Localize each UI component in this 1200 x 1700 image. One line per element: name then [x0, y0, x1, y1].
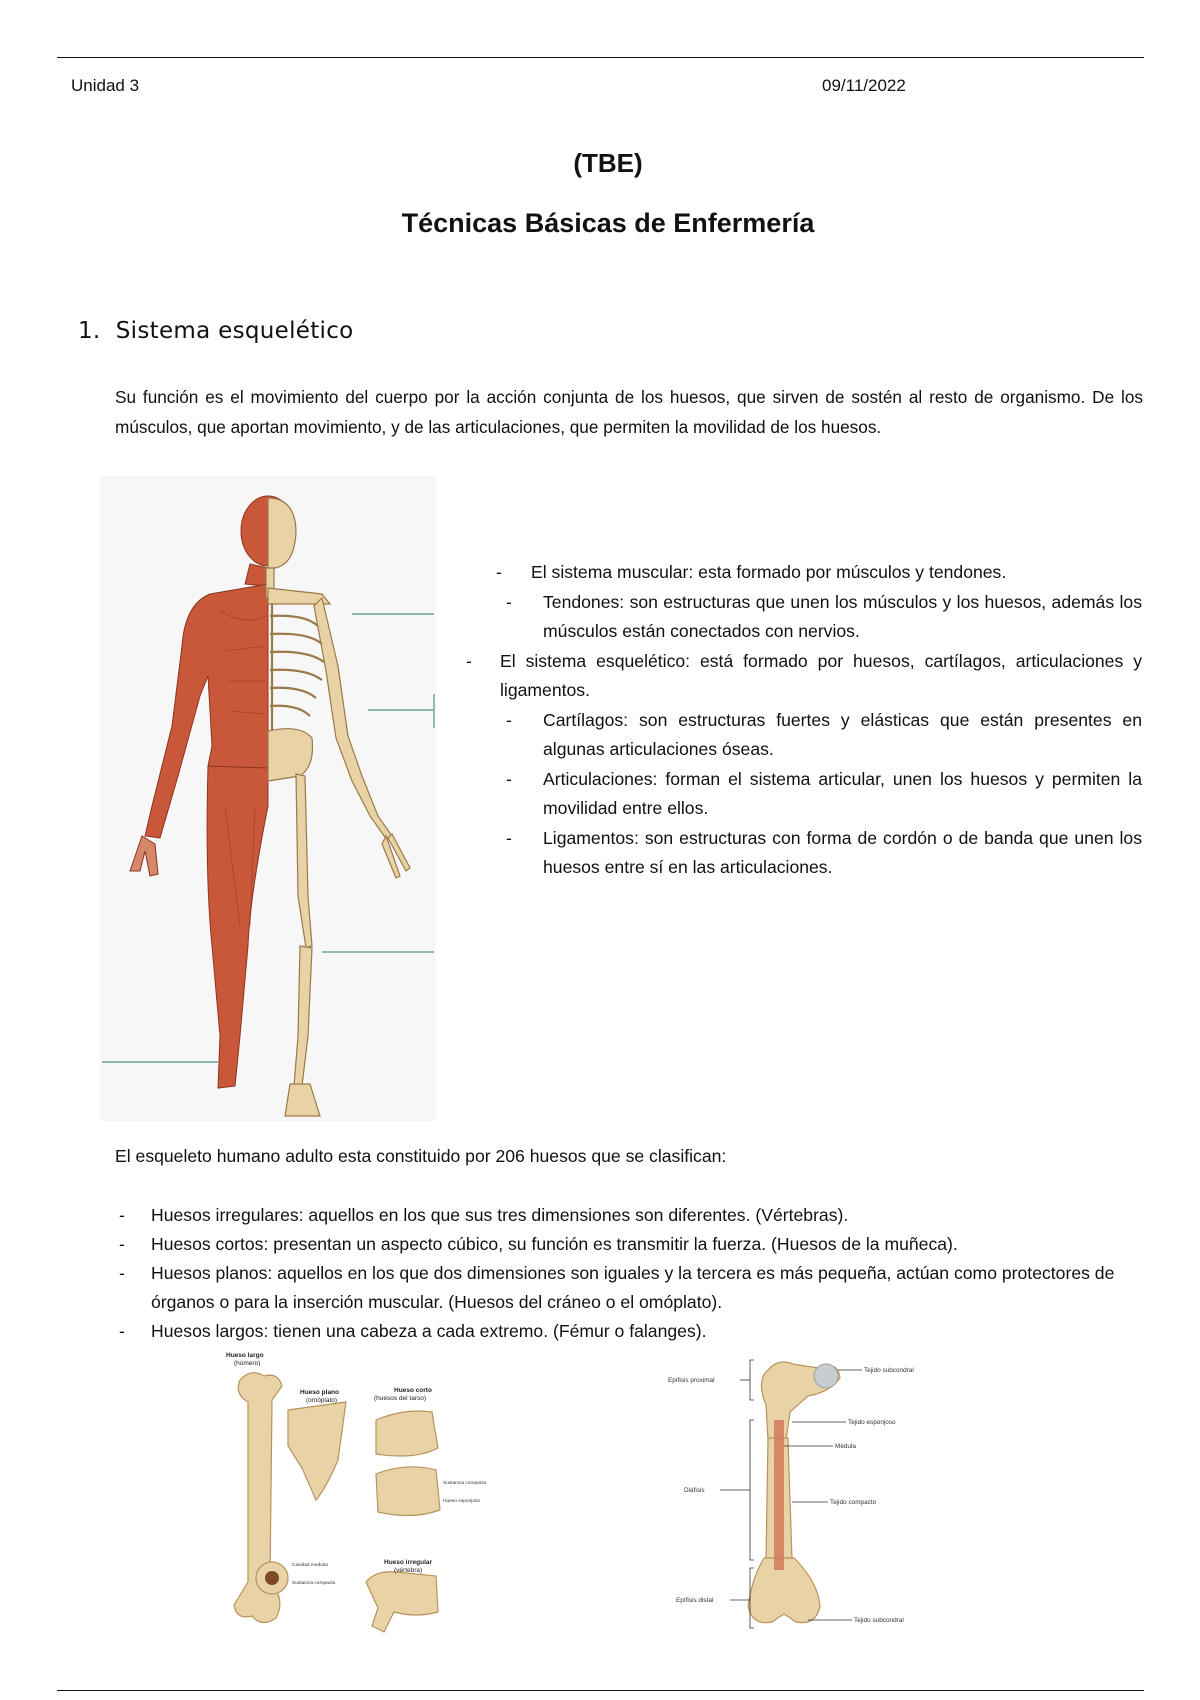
femur-figure: [668, 1350, 958, 1645]
skeleton-intro: El esqueleto humano adulto esta constituido por 206 huesos que se clasifican:: [115, 1146, 727, 1166]
list-item: - Huesos irregulares: aquellos en los que sus tres dimensiones son diferentes. (Vértebras).: [119, 1205, 849, 1225]
muscle-skeleton-figure: [100, 476, 436, 1121]
bullet-dash: -: [466, 651, 472, 671]
marrow: [774, 1420, 784, 1570]
label-diaphysis: Diáfisis: [684, 1487, 705, 1494]
label-cavity: Cavidad medular: [292, 1563, 329, 1568]
short-bone: [376, 1411, 438, 1456]
bullet-dash: -: [506, 710, 512, 730]
title-abbreviation: (TBE): [573, 148, 643, 178]
list-item-text: Huesos planos: aquellos en los que dos dimensiones son iguales y la tercera es más pequeña, actúan como protectores de órganos o para la inserción muscular. (Huesos del cráneo o el omóplato).: [151, 1263, 1115, 1312]
label-subchondral-top: Tejido subcondral: [864, 1367, 914, 1374]
list-item: Tendones: son estructuras que unen los músculos y los huesos, además los músculos están conectados con nervios.: [543, 592, 1142, 642]
list-item-text: Huesos irregulares: aquellos en los que sus tres dimensiones son diferentes. (Vértebras).: [151, 1205, 849, 1225]
list-item-text: Huesos largos: tienen una cabeza a cada extremo. (Fémur o falanges).: [151, 1321, 707, 1341]
bullet-dash: -: [496, 562, 502, 582]
label-spongy: Hueso esponjoso: [443, 1499, 481, 1504]
label-flat-bone-sub: (omóplato): [306, 1397, 338, 1404]
list-item: - Huesos cortos: presentan un aspecto cúbico, su función es transmitir la fuerza. (Huesos de la muñeca).: [119, 1234, 958, 1254]
intro-paragraph: Su función es el movimiento del cuerpo por la acción conjunta de los huesos, que sirven de sostén al resto de organismo. De los músculos, que aportan movimiento, y de las articulaciones, que permiten la movilidad de los huesos.: [115, 387, 1143, 437]
section-number: 1.: [78, 318, 101, 344]
label-distal-epiphysis: Epífisis distal: [676, 1597, 714, 1604]
section-heading: [78, 318, 354, 344]
label-irregular-bone-sub: (vértebra): [394, 1567, 423, 1574]
list-item-text: Huesos cortos: presentan un aspecto cúbico, su función es transmitir la fuerza. (Huesos de la muñeca).: [151, 1234, 958, 1254]
label-short-bone-sub: (huesos del tarso): [374, 1395, 427, 1402]
label-marrow: Médula: [835, 1443, 856, 1450]
irregular-bone: [366, 1572, 438, 1632]
bullet-dash: -: [506, 828, 512, 848]
label-irregular-bone: Hueso irregular: [384, 1559, 433, 1566]
header-unit: Unidad 3: [71, 76, 140, 95]
label-proximal-epiphysis: Epífisis proximal: [668, 1377, 715, 1384]
list-item: - Huesos planos: aquellos en los que dos dimensiones son iguales y la tercera es más pequeña, actúan como protectores de órganos o para la inserción muscular. (Huesos del cráneo o el omóplato).: [119, 1263, 1115, 1312]
list-item: - Huesos largos: tienen una cabeza a cada extremo. (Fémur o falanges).: [119, 1321, 707, 1341]
bone-types-list: [115, 1201, 1115, 1346]
top-rule: [57, 57, 1144, 58]
list-item: Ligamentos: son estructuras con forma de cordón o de banda que unen los huesos entre sí en las articulaciones.: [543, 828, 1142, 878]
label-subchondral-bottom: Tejido subcondral: [854, 1617, 904, 1624]
label-compact2: Sustancia compacta: [443, 1481, 487, 1486]
list-item: El sistema esquelético: está formado por huesos, cartílagos, articulaciones y ligamentos.: [500, 651, 1142, 701]
label-flat-bone: Hueso plano: [300, 1389, 340, 1396]
cartilage-head: [814, 1364, 838, 1388]
label-short-bone: Hueso corto: [394, 1387, 432, 1394]
page-title: Técnicas Básicas de Enfermería: [401, 208, 815, 238]
flat-bone: [288, 1402, 346, 1500]
section-title: Sistema esquelético: [115, 318, 354, 344]
bullet-dash: -: [506, 769, 512, 789]
label-compact-tissue: Tejido compacto: [830, 1499, 877, 1506]
bullet-dash: -: [506, 592, 512, 612]
bone-types-figure: [226, 1350, 516, 1645]
header-date: 09/11/2022: [822, 76, 906, 95]
list-item: El sistema muscular: esta formado por músculos y tendones.: [531, 562, 1007, 582]
list-item: Cartílagos: son estructuras fuertes y elásticas que están presentes en algunas articulaciones óseas.: [543, 710, 1142, 760]
label-compact: Sustancia compacta: [292, 1581, 336, 1586]
short-bone-section: [376, 1467, 440, 1516]
label-spongy-tissue: Tejido esponjoso: [848, 1419, 896, 1426]
label-long-bone-sub: (húmero): [234, 1360, 261, 1367]
bottom-rule: [57, 1690, 1144, 1691]
label-long-bone: Hueso largo: [226, 1352, 264, 1359]
list-item: Articulaciones: forman el sistema articular, unen los huesos y permiten la movilidad entre ellos.: [543, 769, 1142, 819]
